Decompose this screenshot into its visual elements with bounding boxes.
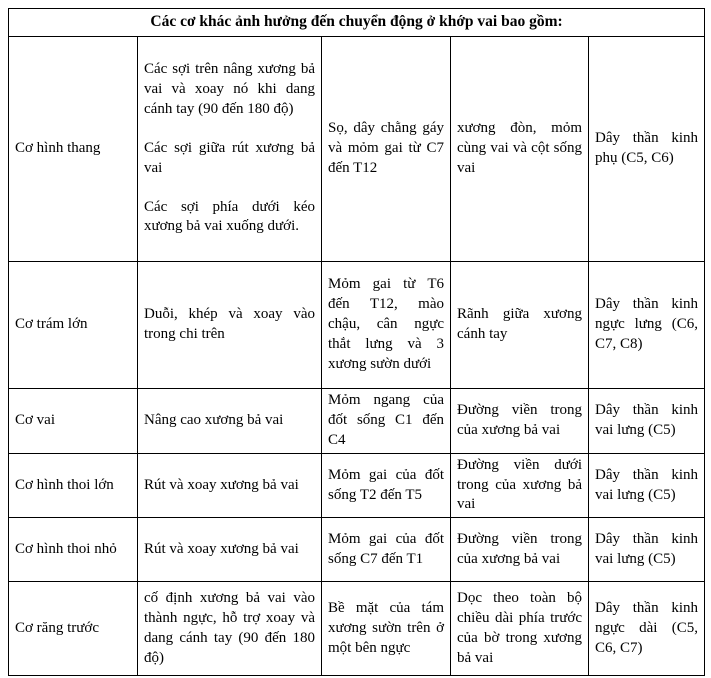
- muscle-name-cell: Cơ vai: [9, 388, 138, 453]
- table-row: [9, 36, 705, 261]
- table-row: [9, 388, 705, 453]
- action-cell: Nâng cao xương bả vai: [138, 388, 322, 453]
- muscle-name-cell: Cơ hình thoi nhỏ: [9, 518, 138, 582]
- action-cell: Rút và xoay xương bả vai: [138, 518, 322, 582]
- muscle-name-cell: Cơ hình thang: [9, 36, 138, 261]
- nerve-cell: Dây thần kinh vai lưng (C5): [589, 518, 705, 582]
- nerve-cell: Dây thần kinh vai lưng (C5): [589, 453, 705, 518]
- insertion-cell: xương đòn, mỏm cùng vai và cột sống vai: [451, 36, 589, 261]
- muscle-name-cell: Cơ răng trước: [9, 582, 138, 676]
- action-cell: Duỗi, khép và xoay vào trong chi trên: [138, 261, 322, 388]
- muscle-name-cell: Cơ hình thoi lớn: [9, 453, 138, 518]
- origin-cell: Bề mặt của tám xương sườn trên ở một bên ngực: [322, 582, 451, 676]
- table-title: Các cơ khác ảnh hưởng đến chuyển động ở khớp vai bao gồm:: [9, 9, 705, 37]
- table-title-row: [9, 9, 705, 37]
- action-cell: Rút và xoay xương bả vai: [138, 453, 322, 518]
- insertion-cell: Rãnh giữa xương cánh tay: [451, 261, 589, 388]
- shoulder-muscles-table: [8, 8, 705, 676]
- nerve-cell: Dây thần kinh phụ (C5, C6): [589, 36, 705, 261]
- table-row: [9, 453, 705, 518]
- action-cell: [138, 36, 322, 261]
- insertion-cell: Đường viền trong của xương bả vai: [451, 388, 589, 453]
- muscle-name-cell: Cơ trám lớn: [9, 261, 138, 388]
- action-paragraph: Các sợi giữa rút xương bả vai: [144, 139, 315, 176]
- nerve-cell: Dây thần kinh vai lưng (C5): [589, 388, 705, 453]
- origin-cell: Mỏm gai của đốt sống T2 đến T5: [322, 453, 451, 518]
- origin-cell: Mỏm ngang của đốt sống C1 đến C4: [322, 388, 451, 453]
- action-paragraph: Các sợi phía dưới kéo xương bả vai xuống dưới.: [144, 198, 315, 235]
- insertion-cell: Dọc theo toàn bộ chiều dài phía trước của bờ trong xương bả vai: [451, 582, 589, 676]
- table-row: [9, 582, 705, 676]
- origin-cell: Sọ, dây chằng gáy và mỏm gai từ C7 đến T12: [322, 36, 451, 261]
- insertion-cell: Đường viền dưới trong của xương bả vai: [451, 453, 589, 518]
- table-row: [9, 518, 705, 582]
- origin-cell: Mỏm gai từ T6 đến T12, mào chậu, cân ngực thắt lưng và 3 xương sườn dưới: [322, 261, 451, 388]
- nerve-cell: Dây thần kinh ngực lưng (C6, C7, C8): [589, 261, 705, 388]
- origin-cell: Mỏm gai của đốt sống C7 đến T1: [322, 518, 451, 582]
- insertion-cell: Đường viền trong của xương bả vai: [451, 518, 589, 582]
- action-paragraph: Các sợi trên nâng xương bả vai và xoay nó khi dang cánh tay (90 đến 180 độ): [144, 60, 315, 117]
- action-cell: cố định xương bả vai vào thành ngực, hỗ trợ xoay và dang cánh tay (90 đến 180 độ): [138, 582, 322, 676]
- table-row: [9, 261, 705, 388]
- nerve-cell: Dây thần kinh ngực dài (C5, C6, C7): [589, 582, 705, 676]
